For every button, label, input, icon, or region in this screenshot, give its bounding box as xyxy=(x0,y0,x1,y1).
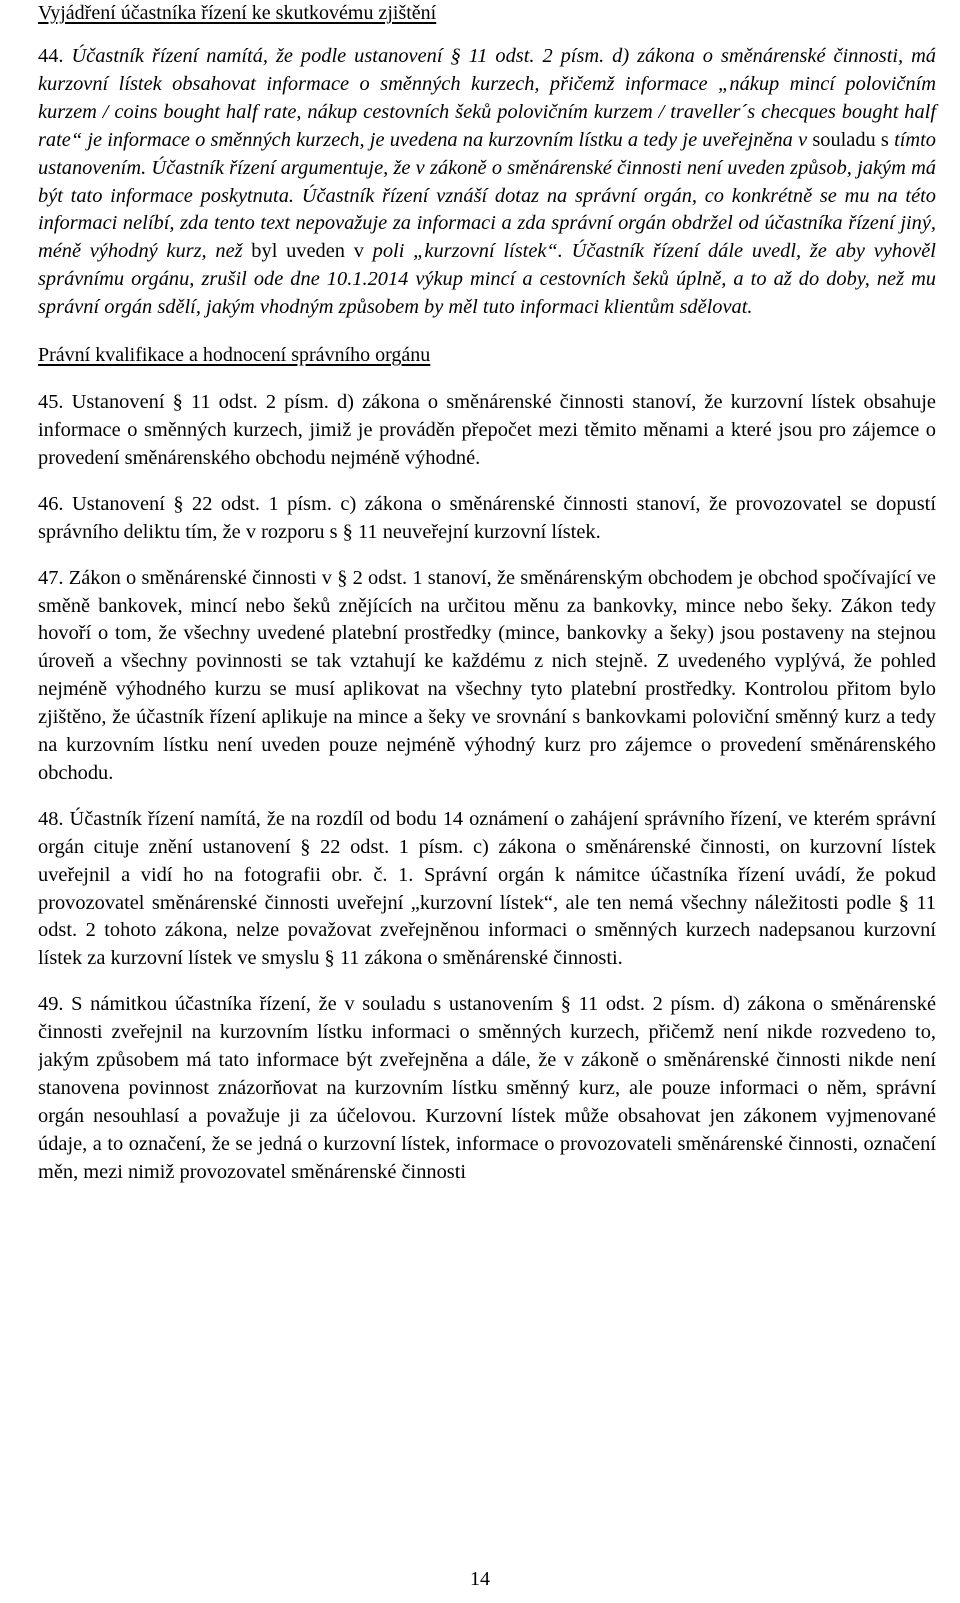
paragraph-text-italic: poli „kurzovní lístek“. Účastník řízení dále uvedl, že aby vyhověl správnímu orgánu, zrušil ode dne 10.1.2014 výkup mincí a cestovních šeků úplně, a to až do doby, než mu správní orgán sdělí, jakým vhodným způsobem by měl tuto informaci klientům sdělovat. xyxy=(38,240,936,319)
paragraph-text: S námitkou účastníka řízení, že v souladu s ustanovením § 11 odst. 2 písm. d) zákona o směnárenské činnosti zveřejnil na kurzovním lístku informaci o směnných kurzech, přičemž není nikde rozvedeno to, jakým způsobem má tato informace být zveřejněna a dále, že v zákoně o směnárenské činnosti nikde není stanovena povinnost znázorňovat na kurzovním lístku směnný kurz, ale pouze informaci o něm, správní orgán nesouhlasí a považuje ji za účelovou. Kurzovní lístek může obsahovat jen zákonem vyjmenované údaje, a to označení, že se jedná o kurzovní lístek, informace o provozovateli směnárenské činnosti, označení měn, mezi nimiž provozovatel směnárenské činnosti xyxy=(38,993,936,1183)
paragraph-text: Ustanovení § 22 odst. 1 písm. c) zákona o směnárenské činnosti stanoví, že provozovatel se dopustí správního deliktu tím, že v rozporu s § 11 neuveřejní kurzovní lístek. xyxy=(38,492,937,543)
paragraph-46 xyxy=(38,491,936,547)
paragraph-number: 48. xyxy=(38,807,64,830)
paragraph-text: Ustanovení § 11 odst. 2 písm. d) zákona o směnárenské činnosti stanoví, že kurzovní lístek obsahuje informace o směnných kurzech, jimiž je prováděn přepočet mezi těmito měnami a které jsou pro zájemce o provedení směnárenského obchodu nejméně výhodné. xyxy=(38,391,936,469)
paragraph-text-italic: tímto ustanovením. Účastník řízení argumentuje, že v zákoně o směnárenské činnosti není uveden způsob, jakým má být tato informace poskytnuta. Účastník řízení vznáší dotaz na správní orgán, co konkrétně se mu na této informaci nelíbí, zda tento text nepovažuje za informaci a zda správní orgán obdržel od účastníka řízení jiný, méně výhodný kurz, než xyxy=(38,128,936,263)
paragraph-47 xyxy=(38,565,936,788)
paragraph-44 xyxy=(38,43,936,322)
paragraph-text: Zákon o směnárenské činnosti v § 2 odst. 1 stanoví, že směnárenským obchodem je obchod spočívající ve směně bankovek, mincí nebo šeků znějících na určitou měnu za bankovky, mince nebo šeky. Zákon tedy hovoří o tom, že všechny uvedené platební prostředky (mince, bankovky a šeky) jsou postaveny na stejnou úroveň a všechny povinnosti se tak vztahují ke každému z nich stejně. Z uvedeného vyplývá, že pohled nejméně výhodného kurzu se musí aplikovat na všechny tyto platební prostředky. Kontrolou přitom bylo zjištěno, že účastník řízení aplikuje na mince a šeky ve srovnání s bankovkami poloviční směnný kurz a tedy na kurzovním lístku není uveden pouze nejméně výhodný kurz pro zájemce o provedení směnárenského obchodu. xyxy=(38,566,936,784)
paragraph-number: 49. xyxy=(38,993,64,1016)
paragraph-49 xyxy=(38,991,936,1550)
section-heading-statement: Vyjádření účastníka řízení ke skutkovému zjištění xyxy=(38,2,437,24)
paragraph-text: byl uveden v xyxy=(251,240,364,263)
paragraph-text: souladu s xyxy=(812,128,889,151)
paragraph-number: 44. xyxy=(38,45,64,67)
paragraph-45 xyxy=(38,389,936,473)
paragraph-text-italic: Účastník řízení namítá, že podle ustanovení § 11 odst. 2 písm. d) zákona o směnárenské činnosti, má kurzovní lístek obsahovat informace o směnných kurzech, přičemž informace „nákup mincí polovičním kurzem / coins bought half rate, nákup cestovních šeků polovičním kurzem / traveller´s checques bought half rate“ je informace o směnných kurzech, je uvedena na kurzovním lístku a tedy je uveřejněna v xyxy=(38,45,936,151)
paragraph-text: Účastník řízení namítá, že na rozdíl od bodu 14 oznámení o zahájení správního řízení, ve kterém správní orgán cituje znění ustanovení § 22 odst. 1 písm. c) zákona o směnárenské činnosti, on kurzovní lístek uveřejnil a vidí ho na fotografii obr. č. 1. Správní orgán k námitce účastníka řízení uvádí, že pokud provozovatel směnárenské činnosti uveřejní „kurzovní lístek“, ale ten nemá všechny náležitosti podle § 11 odst. 2 tohoto zákona, nelze považovat zveřejněnou informaci o směnných kurzech nadepsanou kurzovní lístek za kurzovní lístek ve smyslu § 11 zákona o směnárenské činnosti. xyxy=(38,807,936,970)
paragraph-number: 45. xyxy=(38,391,64,414)
paragraph-number: 47. xyxy=(38,566,64,589)
section-heading-legal: Právní kvalifikace a hodnocení správního orgánu xyxy=(38,344,431,367)
paragraph-48 xyxy=(38,806,936,973)
page-number: 14 xyxy=(470,1568,490,1590)
paragraph-number: 46. xyxy=(38,492,64,515)
